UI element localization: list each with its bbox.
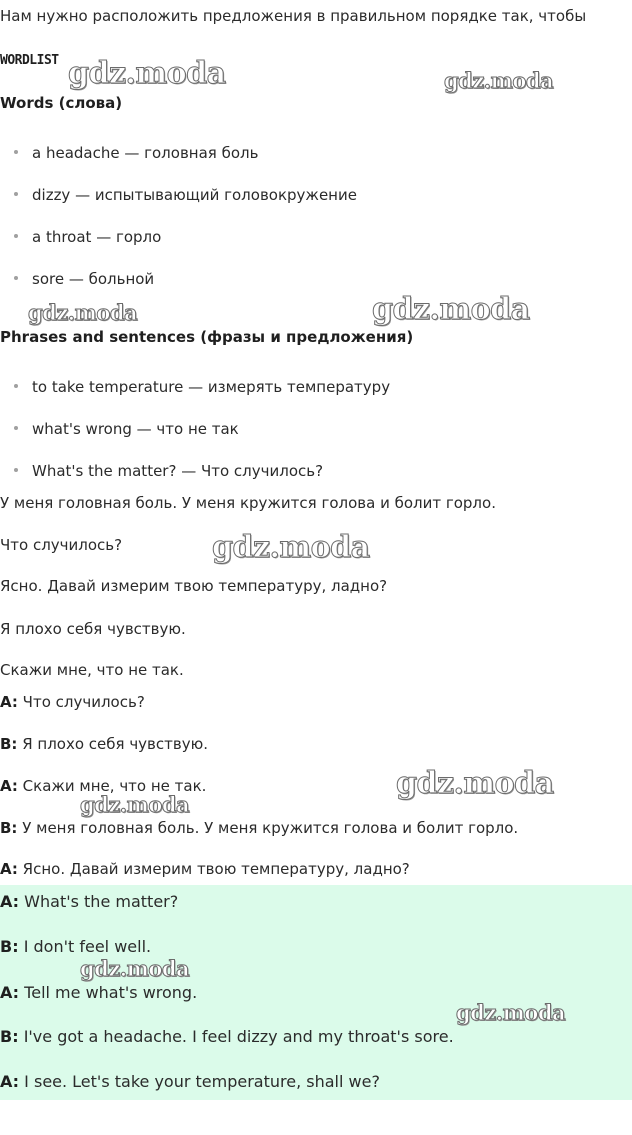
watermark-logo: gdz.moda: [396, 766, 554, 801]
dialogue-line-ru: [0, 818, 518, 838]
dialogue-line-en: [0, 1027, 454, 1047]
bullet-icon: [14, 234, 18, 238]
dialogue-text: Скажи мне, что не так.: [22, 777, 207, 795]
list-item: [14, 227, 161, 247]
words-heading: Words (слова): [0, 94, 123, 112]
bullet-icon: [14, 150, 18, 154]
watermark-logo: gdz.moda: [372, 292, 530, 327]
bullet-icon: [14, 276, 18, 280]
bullet-icon: [14, 192, 18, 196]
phrase-entry: what's wrong — что не так: [32, 420, 239, 438]
dialogue-text: I don't feel well.: [23, 937, 152, 956]
watermark-logo: gdz.moda: [212, 530, 370, 565]
dialogue-line-en: [0, 983, 197, 1003]
watermark-logo: gdz.moda: [80, 792, 190, 817]
jumbled-sentence: Я плохо себя чувствую.: [0, 620, 186, 638]
bullet-icon: [14, 426, 18, 430]
speaker-label: B:: [0, 735, 18, 753]
dialogue-line-ru: [0, 859, 410, 879]
wordlist-heading: WORDLIST: [0, 53, 59, 68]
list-item: [14, 377, 390, 397]
list-item: [14, 185, 357, 205]
bullet-icon: [14, 468, 18, 472]
dialogue-text: У меня головная боль. У меня кружится голова и болит горло.: [22, 819, 519, 837]
dialogue-text: I've got a headache. I feel dizzy and my throat's sore.: [23, 1027, 454, 1046]
speaker-label: B:: [0, 937, 19, 956]
dialogue-line-en: [0, 892, 178, 912]
speaker-label: B:: [0, 1027, 19, 1046]
word-entry: a headache — головная боль: [32, 144, 259, 162]
dialogue-line-ru: [0, 692, 145, 712]
word-entry: a throat — горло: [32, 228, 162, 246]
watermark-logo: gdz.moda: [456, 1000, 566, 1025]
intro-text: Нам нужно расположить предложения в правильном порядке так, чтобы: [0, 7, 587, 25]
jumbled-sentence: У меня головная боль. У меня кружится голова и болит горло.: [0, 494, 496, 512]
dialogue-line-ru: [0, 734, 208, 754]
dialogue-text: Tell me what's wrong.: [24, 983, 198, 1002]
watermark-logo: gdz.moda: [444, 68, 554, 93]
watermark-logo: gdz.moda: [28, 300, 138, 325]
dialogue-line-en: [0, 937, 151, 957]
watermark-logo: gdz.moda: [80, 956, 190, 981]
list-item: [14, 461, 323, 481]
word-entry: dizzy — испытывающий головокружение: [32, 186, 357, 204]
phrase-entry: to take temperature — измерять температуру: [32, 378, 391, 396]
phrases-heading: Phrases and sentences (фразы и предложения): [0, 328, 414, 346]
list-item: [14, 419, 239, 439]
speaker-label: A:: [0, 693, 18, 711]
jumbled-sentence: Скажи мне, что не так.: [0, 661, 184, 679]
watermark-logo: gdz.moda: [68, 56, 226, 91]
speaker-label: B:: [0, 819, 18, 837]
word-entry: sore — больной: [32, 270, 155, 288]
speaker-label: A:: [0, 1072, 20, 1091]
phrase-entry: What's the matter? — Что случилось?: [32, 462, 324, 480]
list-item: [14, 269, 154, 289]
bullet-icon: [14, 384, 18, 388]
list-item: [14, 143, 258, 163]
dialogue-line-en: [0, 1072, 380, 1092]
speaker-label: A:: [0, 892, 20, 911]
dialogue-text: I see. Let's take your temperature, shall we?: [24, 1072, 380, 1091]
speaker-label: A:: [0, 983, 20, 1002]
jumbled-sentence: Что случилось?: [0, 536, 123, 554]
dialogue-text: Я плохо себя чувствую.: [22, 735, 208, 753]
jumbled-sentence: Ясно. Давай измерим твою температуру, ладно?: [0, 577, 388, 595]
speaker-label: A:: [0, 860, 18, 878]
dialogue-text: Что случилось?: [22, 693, 145, 711]
speaker-label: A:: [0, 777, 18, 795]
dialogue-text: Ясно. Давай измерим твою температуру, ладно?: [22, 860, 410, 878]
dialogue-text: What's the matter?: [24, 892, 179, 911]
